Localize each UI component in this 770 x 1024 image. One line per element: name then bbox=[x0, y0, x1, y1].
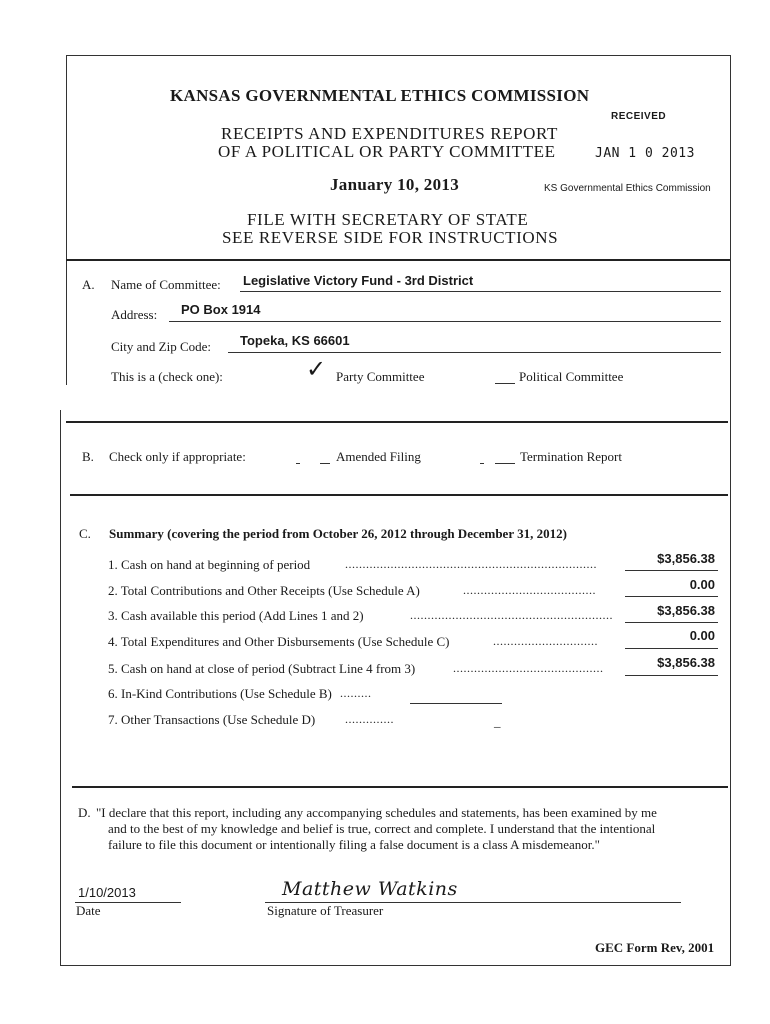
signed-date-value: 1/10/2013 bbox=[78, 885, 136, 900]
line1-amount: $3,856.38 bbox=[657, 551, 715, 566]
form-border-bottom bbox=[60, 965, 731, 966]
political-committee-checkbox-line[interactable] bbox=[495, 383, 515, 384]
termination-tick bbox=[480, 463, 484, 464]
form-border-top bbox=[66, 55, 730, 56]
line2-underline bbox=[625, 596, 718, 597]
received-stamp-label: RECEIVED bbox=[611, 111, 667, 122]
date-label: Date bbox=[76, 903, 101, 918]
line1-underline bbox=[625, 570, 718, 571]
line2-label: 2. Total Contributions and Other Receipts (Use Schedule A) bbox=[108, 583, 420, 598]
summary-title: Summary (covering the period from October 26, 2012 through December 31, 2012) bbox=[109, 526, 567, 541]
amended-filing-label: Amended Filing bbox=[336, 449, 421, 464]
line5-amount: $3,856.38 bbox=[657, 655, 715, 670]
address-label: Address: bbox=[111, 307, 158, 322]
received-stamp-date: JAN 1 0 2013 bbox=[595, 146, 695, 161]
received-stamp-agency: KS Governmental Ethics Commission bbox=[544, 183, 711, 194]
signature-label: Signature of Treasurer bbox=[267, 903, 384, 918]
city-zip-label: City and Zip Code: bbox=[111, 339, 212, 354]
line7-value: _ bbox=[494, 714, 501, 729]
line1-label: 1. Cash on hand at beginning of period bbox=[108, 557, 311, 572]
city-zip-underline bbox=[228, 352, 721, 353]
divider-a-b bbox=[66, 421, 728, 423]
form-border-right bbox=[730, 55, 731, 965]
line2-amount: 0.00 bbox=[689, 577, 715, 592]
report-title-line2: OF A POLITICAL OR PARTY COMMITTEE bbox=[218, 142, 556, 161]
line4-underline bbox=[625, 648, 718, 649]
line2-dots: ...................................... bbox=[463, 583, 596, 597]
city-zip-value: Topeka, KS 66601 bbox=[240, 333, 350, 348]
file-instruction-line1: FILE WITH SECRETARY OF STATE bbox=[247, 210, 529, 229]
termination-report-label: Termination Report bbox=[520, 449, 622, 464]
divider-c-d bbox=[72, 786, 728, 788]
line4-dots: .............................. bbox=[493, 634, 598, 648]
committee-name-underline bbox=[240, 291, 721, 292]
committee-name-label: Name of Committee: bbox=[111, 277, 221, 292]
section-d-letter: D. bbox=[78, 805, 91, 820]
address-value: PO Box 1914 bbox=[181, 302, 261, 317]
check-if-appropriate-label: Check only if appropriate: bbox=[109, 449, 246, 464]
treasurer-signature: Matthew Watkins bbox=[282, 878, 458, 900]
line5-underline bbox=[625, 675, 718, 676]
line6-value-underline bbox=[410, 703, 502, 704]
form-border-left-upper bbox=[66, 55, 67, 385]
declaration-line3: failure to file this document or intentionally filing a false document is a class A misdemeanor." bbox=[108, 837, 600, 852]
section-c-letter: C. bbox=[79, 526, 91, 541]
line7-dots: .............. bbox=[345, 712, 394, 726]
party-committee-checkmark[interactable]: ✓ bbox=[306, 355, 327, 383]
line5-label: 5. Cash on hand at close of period (Subtract Line 4 from 3) bbox=[108, 661, 416, 676]
political-committee-label: Political Committee bbox=[519, 369, 624, 384]
declaration-line1: "I declare that this report, including any accompanying schedules and statements, has been examined by me bbox=[96, 805, 657, 820]
form-border-left-lower bbox=[60, 410, 61, 965]
line4-amount: 0.00 bbox=[689, 628, 715, 643]
file-instruction-line2: SEE REVERSE SIDE FOR INSTRUCTIONS bbox=[222, 228, 559, 247]
declaration-line2: and to the best of my knowledge and belief is true, correct and complete. I understand that the intentional bbox=[108, 821, 656, 836]
line3-label: 3. Cash available this period (Add Lines 1 and 2) bbox=[108, 608, 364, 623]
termination-report-checkbox-line[interactable] bbox=[495, 463, 515, 464]
form-revision-id: GEC Form Rev, 2001 bbox=[595, 940, 715, 955]
line6-label: 6. In-Kind Contributions (Use Schedule B) bbox=[108, 686, 332, 701]
line3-dots: .......................................................... bbox=[410, 608, 613, 622]
amended-tick bbox=[296, 463, 300, 464]
line7-label: 7. Other Transactions (Use Schedule D) bbox=[108, 712, 316, 727]
line3-underline bbox=[625, 622, 718, 623]
section-b-letter: B. bbox=[82, 449, 94, 464]
line3-amount: $3,856.38 bbox=[657, 603, 715, 618]
report-title-line1: RECEIPTS AND EXPENDITURES REPORT bbox=[221, 124, 558, 143]
section-a-letter: A. bbox=[82, 277, 95, 292]
party-committee-label: Party Committee bbox=[336, 369, 425, 384]
divider-b-c bbox=[70, 494, 728, 496]
line1-dots: ........................................................................ bbox=[345, 557, 597, 571]
report-date: January 10, 2013 bbox=[330, 175, 460, 194]
agency-title: KANSAS GOVERNMENTAL ETHICS COMMISSION bbox=[170, 86, 590, 105]
address-underline bbox=[169, 321, 721, 322]
line6-dots: ......... bbox=[340, 686, 372, 700]
amended-filing-checkbox-line[interactable] bbox=[320, 463, 330, 464]
divider-header bbox=[66, 259, 730, 261]
committee-type-label: This is a (check one): bbox=[111, 369, 223, 384]
line4-label: 4. Total Expenditures and Other Disbursements (Use Schedule C) bbox=[108, 634, 450, 649]
line5-dots: ........................................... bbox=[453, 661, 604, 675]
committee-name-value: Legislative Victory Fund - 3rd District bbox=[243, 273, 474, 288]
